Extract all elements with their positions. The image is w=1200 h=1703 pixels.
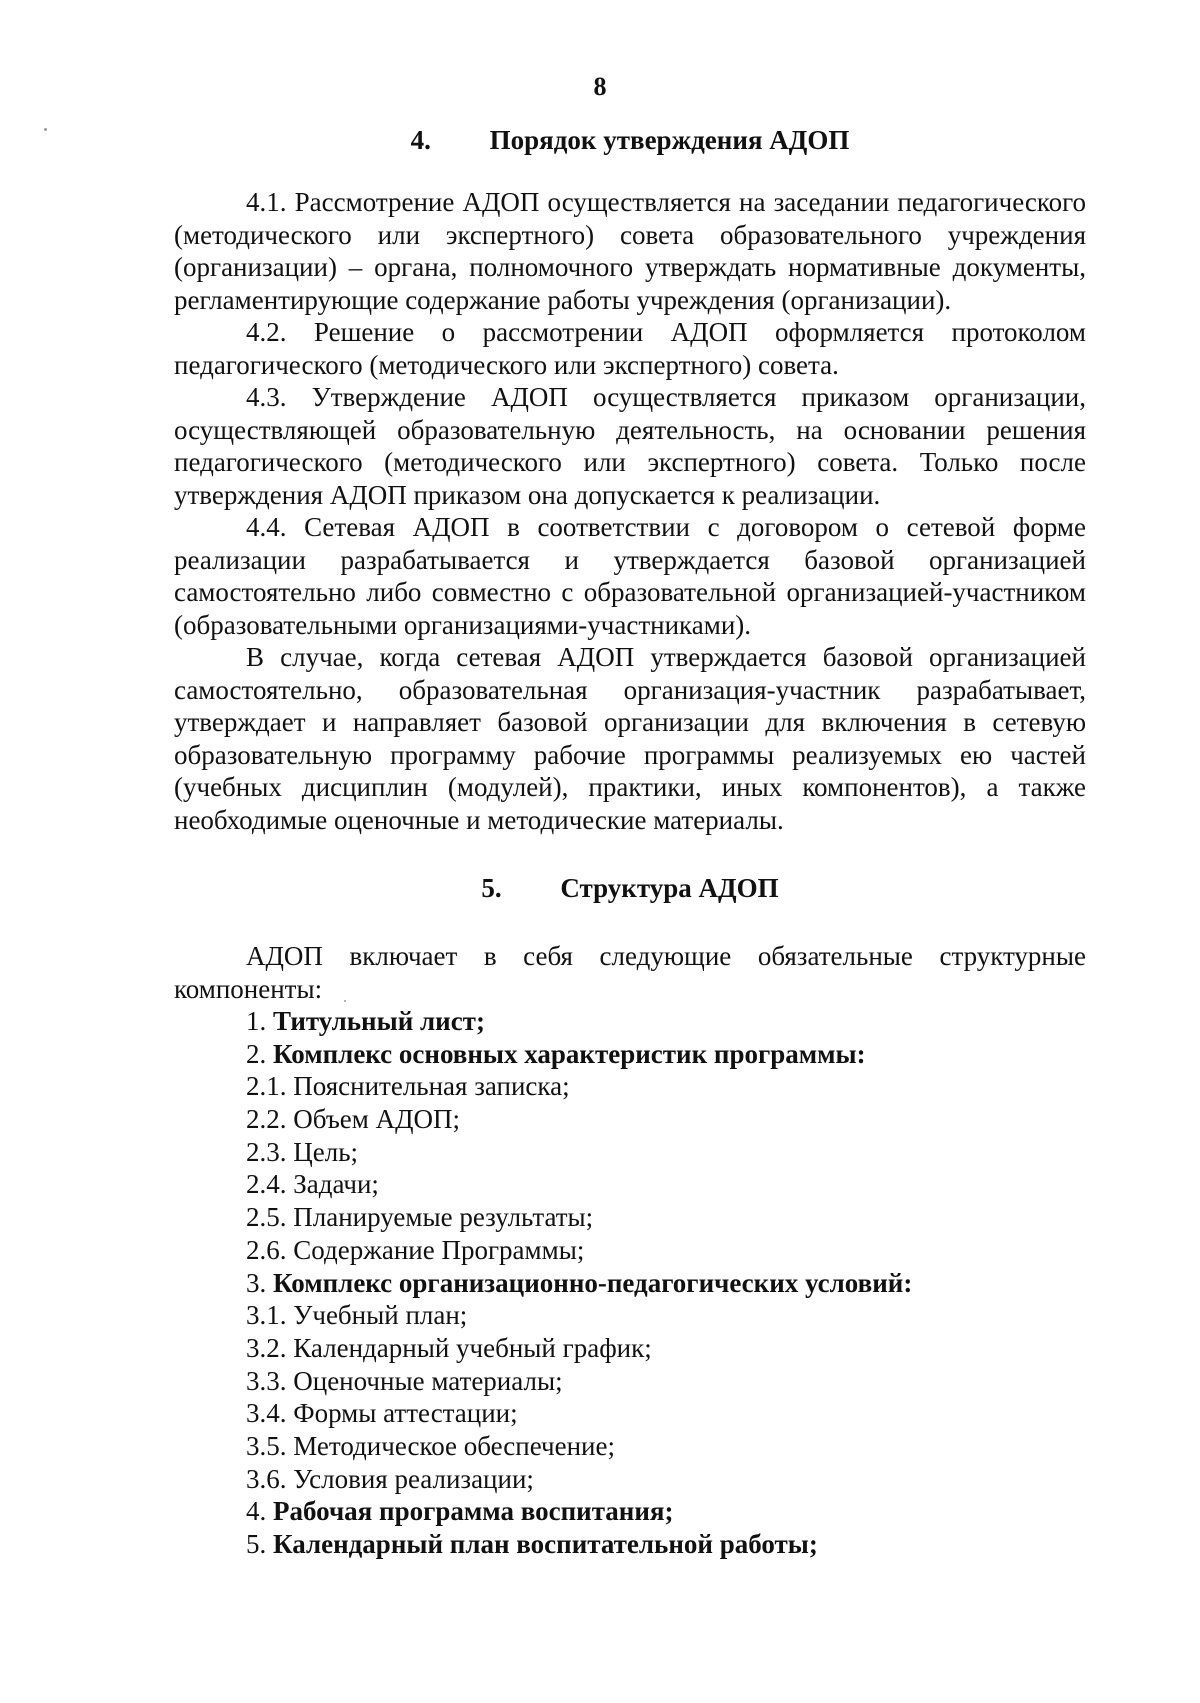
list-item-number: 1. [246, 1006, 267, 1036]
list-item-number: 3.6. [246, 1463, 287, 1494]
page-number: 8 [593, 72, 607, 101]
section-4-title: Порядок утверждения АДОП [489, 125, 850, 155]
list-item-text: Цель; [293, 1136, 359, 1167]
list-item-text: Объем АДОП; [293, 1104, 461, 1135]
list-item-number: 5. [246, 1529, 267, 1559]
structure-list-item [174, 1463, 1086, 1496]
list-item-text: Учебный план; [293, 1300, 468, 1331]
list-item-text: Пояснительная записка; [293, 1071, 570, 1102]
list-item-number: 2. [246, 1038, 267, 1069]
structure-list-item [174, 1299, 1086, 1332]
section-4-heading [174, 118, 1086, 162]
list-item-text: Задачи; [293, 1169, 379, 1200]
list-item-text: Формы аттестации; [293, 1398, 518, 1429]
structure-list-item [174, 1201, 1086, 1234]
structure-list-item [174, 1365, 1086, 1398]
structure-list-item [174, 1495, 1086, 1528]
paragraph-4-2: 4.2. Решение о рассмотрении АДОП оформляется протоколом педагогического (методического или экспертного) совета. [174, 317, 1086, 380]
structure-list-item [174, 1528, 1086, 1561]
list-item-text: Методическое обеспечение; [293, 1430, 615, 1461]
paragraph-4-4: 4.4. Сетевая АДОП в соответствии с договором о сетевой форме реализации разрабатывается и утверждается базовой организацией самостоятельно либо совместно с образовательной организацией-участником (образовательными организациями-участниками). [174, 512, 1086, 640]
paragraph-4-3: 4.3. Утверждение АДОП осуществляется приказом организации, осуществляющей образовательную деятельность, на основании решения педагогического (методического или экспертного) совета. Только после утверждения АДОП приказом она допускается к реализации. [174, 382, 1086, 510]
structure-list-item [174, 1168, 1086, 1201]
list-item-text: Комплекс основных характеристик программы: [273, 1038, 866, 1069]
list-item-text: Титульный лист; [273, 1006, 485, 1036]
document-body [174, 118, 1086, 1561]
structure-list-item [174, 1234, 1086, 1267]
list-item-number: 2.5. [246, 1202, 287, 1233]
section-5-intro: АДОП включает в себя следующие обязательные структурные компоненты: [174, 941, 1086, 1004]
list-item-text: Планируемые результаты; [293, 1202, 594, 1233]
structure-list-item [174, 1136, 1086, 1169]
structure-list-item [174, 1038, 1086, 1071]
section-5-heading [174, 866, 1086, 910]
structure-components-list [174, 1005, 1086, 1561]
list-item-text: Содержание Программы; [293, 1234, 585, 1265]
list-item-text: Календарный учебный график; [293, 1332, 652, 1363]
list-item-number: 3. [246, 1267, 267, 1298]
section-4-body [174, 186, 1086, 836]
paragraph-4-1: 4.1. Рассмотрение АДОП осуществляется на заседании педагогического (методического или экспертного) совета образовательного учреждения (организации) – органа, полномочного утверждать нормативные документы, регламентирующие содержание работы учреждения (организации). [174, 187, 1086, 315]
structure-list-item [174, 1430, 1086, 1463]
list-item-number: 2.6. [246, 1234, 287, 1265]
list-item-text: Оценочные материалы; [293, 1365, 563, 1396]
list-item-text: Комплекс организационно-педагогических условий: [273, 1267, 913, 1298]
structure-list-item [174, 1267, 1086, 1300]
list-item-text: Условия реализации; [293, 1463, 534, 1494]
list-item-number: 3.2. [246, 1332, 287, 1363]
structure-list-item [174, 1103, 1086, 1136]
list-item-number: 3.4. [246, 1398, 287, 1429]
paragraph-network-program: В случае, когда сетевая АДОП утверждается базовой организацией самостоятельно, образовательная организация-участник разрабатывает, утверждает и направляет базовой организации для включения в сетевую образовательную программу рабочие программы реализуемых ею частей (учебных дисциплин (модулей), практики, иных компонентов), а также необходимые оценочные и методические материалы. [174, 642, 1086, 835]
structure-list-item [174, 1070, 1086, 1103]
list-item-number: 2.4. [246, 1169, 287, 1200]
list-item-text: Календарный план воспитательной работы; [273, 1529, 818, 1559]
list-item-number: 2.2. [246, 1104, 287, 1135]
section-4-number: 4. [410, 125, 431, 155]
scan-speck [44, 128, 47, 131]
list-item-number: 3.5. [246, 1430, 287, 1461]
section-5-title: Структура АДОП [560, 873, 779, 903]
list-item-number: 2.1. [246, 1071, 287, 1102]
list-item-number: 3.1. [246, 1300, 287, 1331]
section-5-number: 5. [481, 873, 502, 903]
structure-list-item [174, 1332, 1086, 1365]
structure-list-item [174, 1005, 1086, 1038]
list-item-number: 2.3. [246, 1136, 287, 1167]
structure-list-item [174, 1397, 1086, 1430]
list-item-number: 4. [246, 1496, 267, 1527]
list-item-number: 3.3. [246, 1365, 287, 1396]
list-item-text: Рабочая программа воспитания; [273, 1496, 674, 1527]
